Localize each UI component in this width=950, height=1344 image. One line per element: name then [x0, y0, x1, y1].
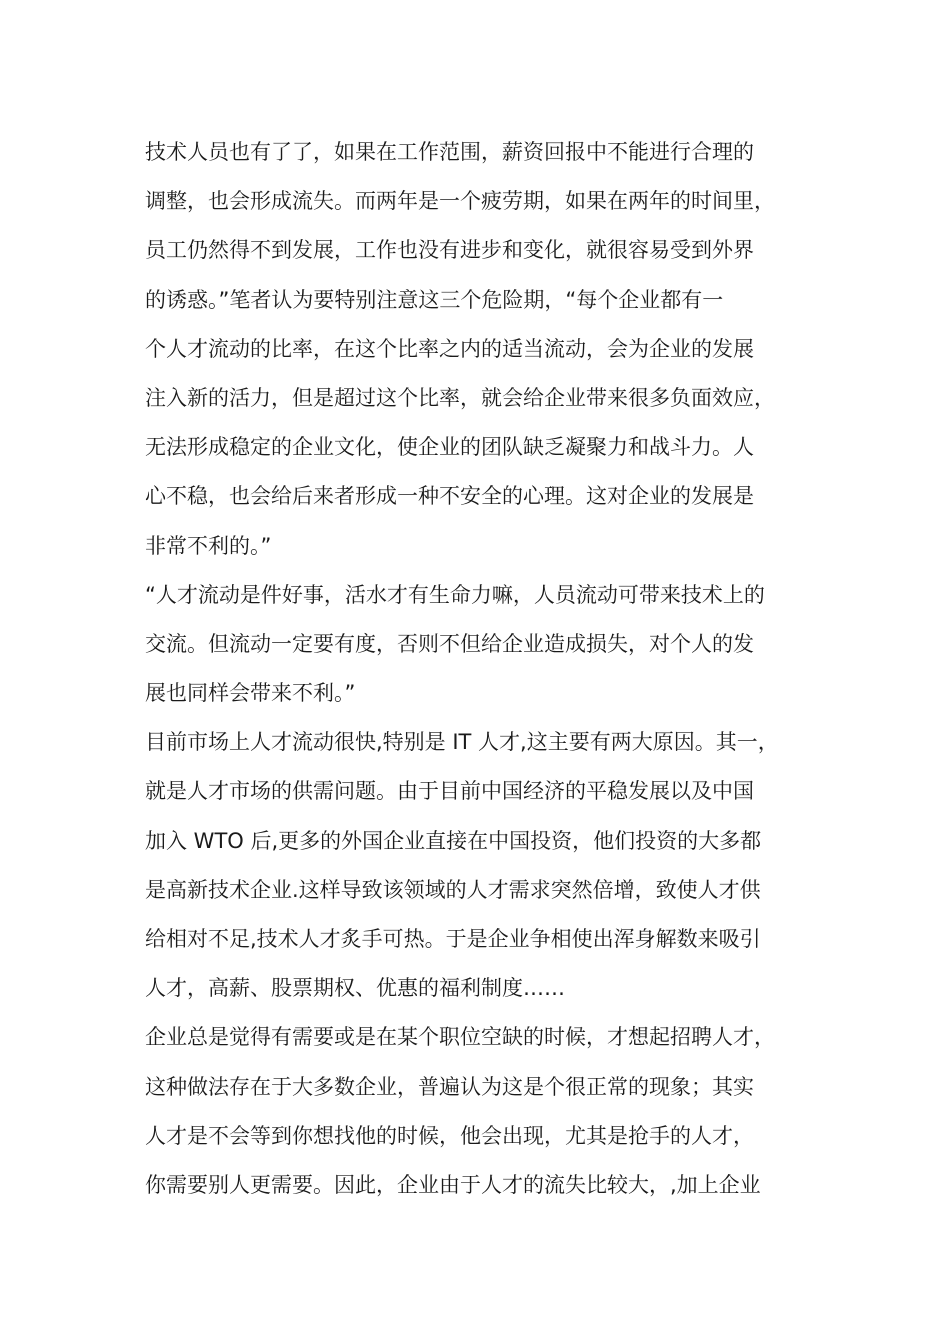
- text-line: 非常不利的。”: [145, 533, 272, 558]
- text-line: 你需要别人更需要。因此，企业由于人才的流失比较大，,加上企业: [145, 1172, 761, 1197]
- text-line: 注入新的活力，但是超过这个比率，就会给企业带来很多负面效应，: [145, 385, 775, 410]
- text-line: 企业总是觉得有需要或是在某个职位空缺的时候，才想起招聘人才，: [145, 1025, 775, 1050]
- text-line: 是高新技术企业.这样导致该领域的人才需求突然倍增，致使人才供: [145, 877, 761, 902]
- body-text: [145, 128, 810, 1210]
- text-line: 无法形成稳定的企业文化，使企业的团队缺乏凝聚力和战斗力。人: [145, 435, 754, 460]
- text-line: 目前市场上人才流动很快,特别是 IT 人才,这主要有两大原因。其一，: [145, 730, 779, 755]
- text-line: 加入 WTO 后,更多的外国企业直接在中国投资，他们投资的大多都: [145, 828, 762, 853]
- text-line: 个人才流动的比率，在这个比率之内的适当流动，会为企业的发展: [145, 336, 754, 361]
- text-line: 的诱惑。”笔者认为要特别注意这三个危险期，“每个企业都有一: [145, 287, 724, 312]
- text-line: 展也同样会带来不利。”: [145, 681, 356, 706]
- text-line: 交流。但流动一定要有度，否则不但给企业造成损失，对个人的发: [145, 631, 754, 656]
- text-line: 技术人员也有了了，如果在工作范围，薪资回报中不能进行合理的: [145, 140, 754, 164]
- text-line: 人才是不会等到你想找他的时候，他会出现，尤其是抢手的人才，: [145, 1123, 754, 1148]
- text-line: 人才，高薪、股票期权、优惠的福利制度……: [145, 976, 565, 1001]
- text-line: 这种做法存在于大多数企业，普遍认为这是个很正常的现象；其实: [145, 1074, 754, 1099]
- text-line: 心不稳，也会给后来者形成一种不安全的心理。这对企业的发展是: [145, 484, 754, 509]
- text-line: 就是人才市场的供需问题。由于目前中国经济的平稳发展以及中国: [145, 779, 754, 804]
- text-line: 员工仍然得不到发展，工作也没有进步和变化，就很容易受到外界: [145, 238, 754, 263]
- text-line: 给相对不足,技术人才炙手可热。于是企业争相使出浑身解数来吸引: [145, 927, 761, 951]
- text-line: “人才流动是件好事，活水才有生命力嘛，人员流动可带来技术上的: [145, 582, 765, 607]
- text-line: 调整，也会形成流失。而两年是一个疲劳期，如果在两年的时间里，: [145, 189, 775, 214]
